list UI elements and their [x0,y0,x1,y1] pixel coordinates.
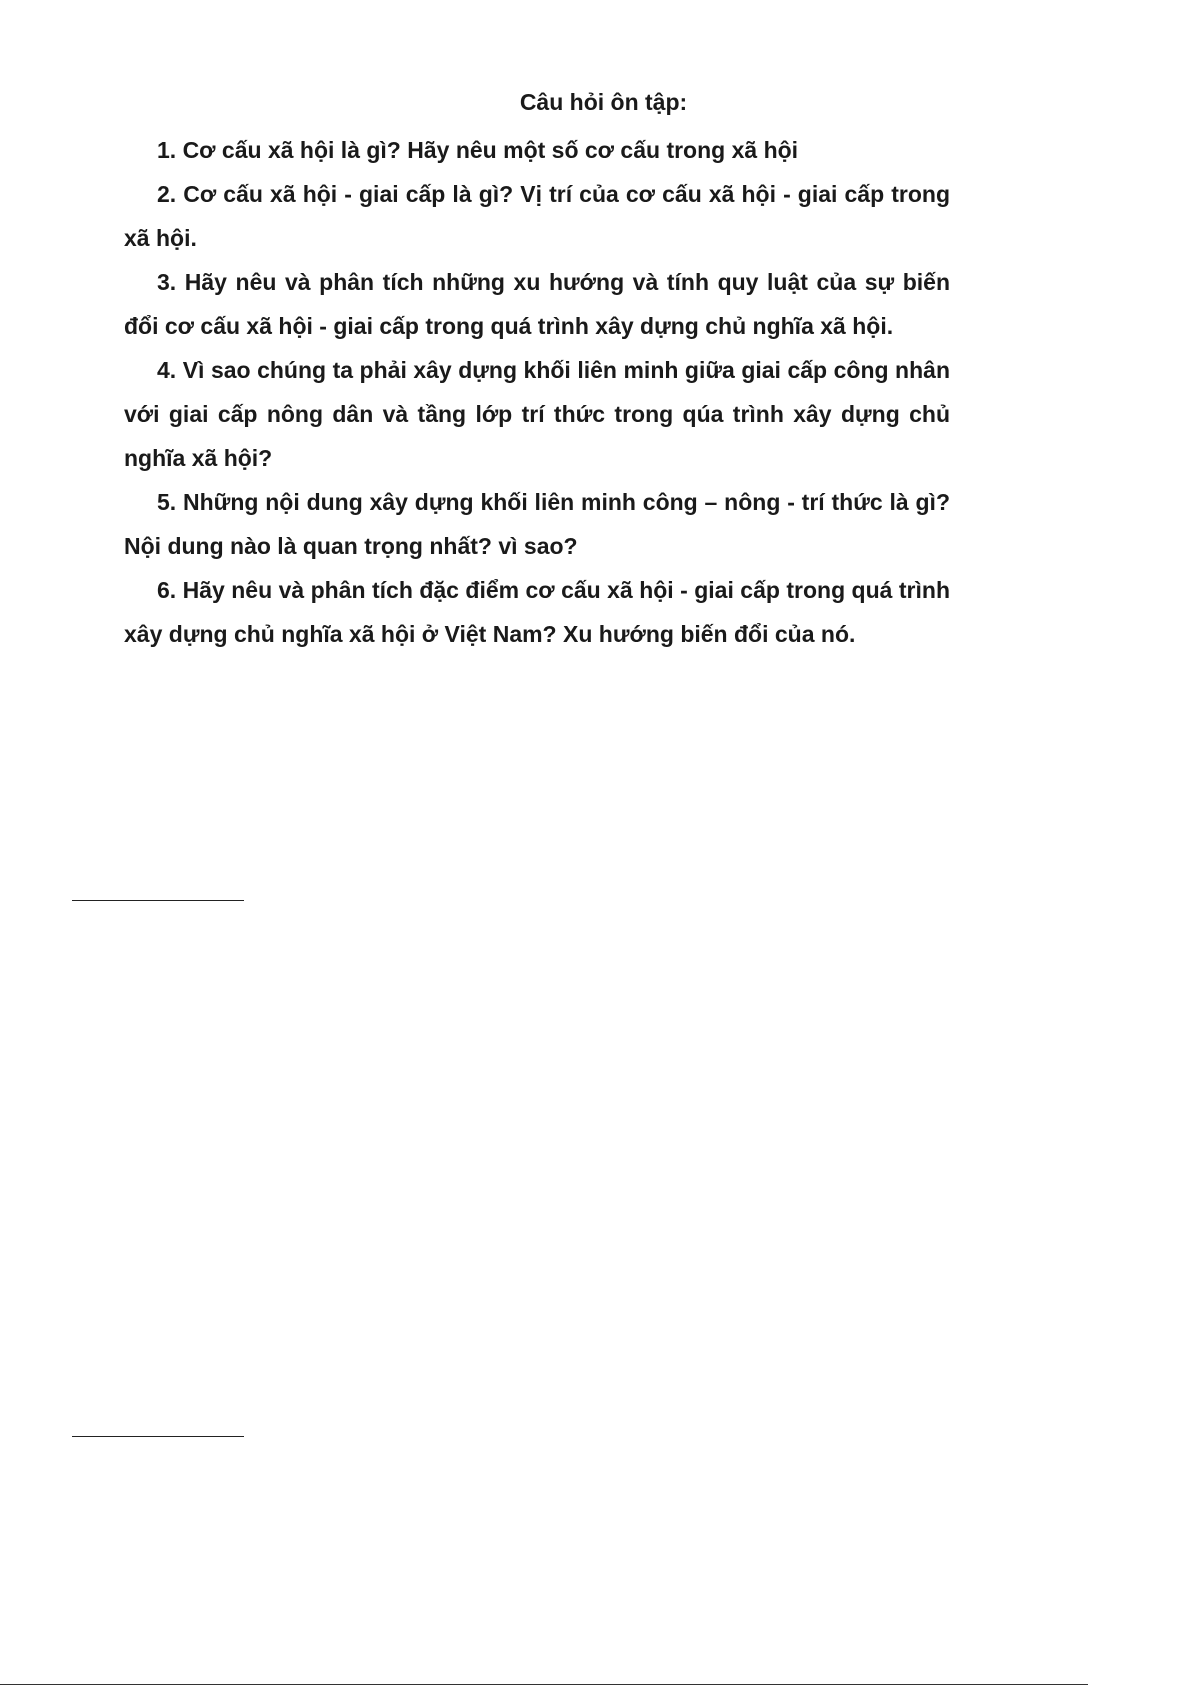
question-list [124,128,950,656]
question-6: 6. Hãy nêu và phân tích đặc điểm cơ cấu xã hội - giai cấp trong quá trình xây dựng chủ nghĩa xã hội ở Việt Nam? Xu hướng biến đổi của nó. [124,577,950,647]
question-1: 1. Cơ cấu xã hội là gì? Hãy nêu một số cơ cấu trong xã hội [157,137,799,163]
page-title: Câu hỏi ôn tập: [519,89,688,115]
footnote-separator [72,900,244,901]
question-4: 4. Vì sao chúng ta phải xây dựng khối liên minh giữa giai cấp công nhân với giai cấp nông dân và tầng lớp trí thức trong qúa trình xây dựng chủ nghĩa xã hội? [124,357,950,471]
question-3: 3. Hãy nêu và phân tích những xu hướng và tính quy luật của sự biến đổi cơ cấu xã hội - giai cấp trong quá trình xây dựng chủ nghĩa xã hội. [124,269,950,339]
question-5: 5. Những nội dung xây dựng khối liên minh công – nông - trí thức là gì? Nội dung nào là quan trọng nhất? vì sao? [124,489,950,559]
footnote-separator [72,1436,244,1437]
question-2: 2. Cơ cấu xã hội - giai cấp là gì? Vị trí của cơ cấu xã hội - giai cấp trong xã hội. [124,181,950,251]
